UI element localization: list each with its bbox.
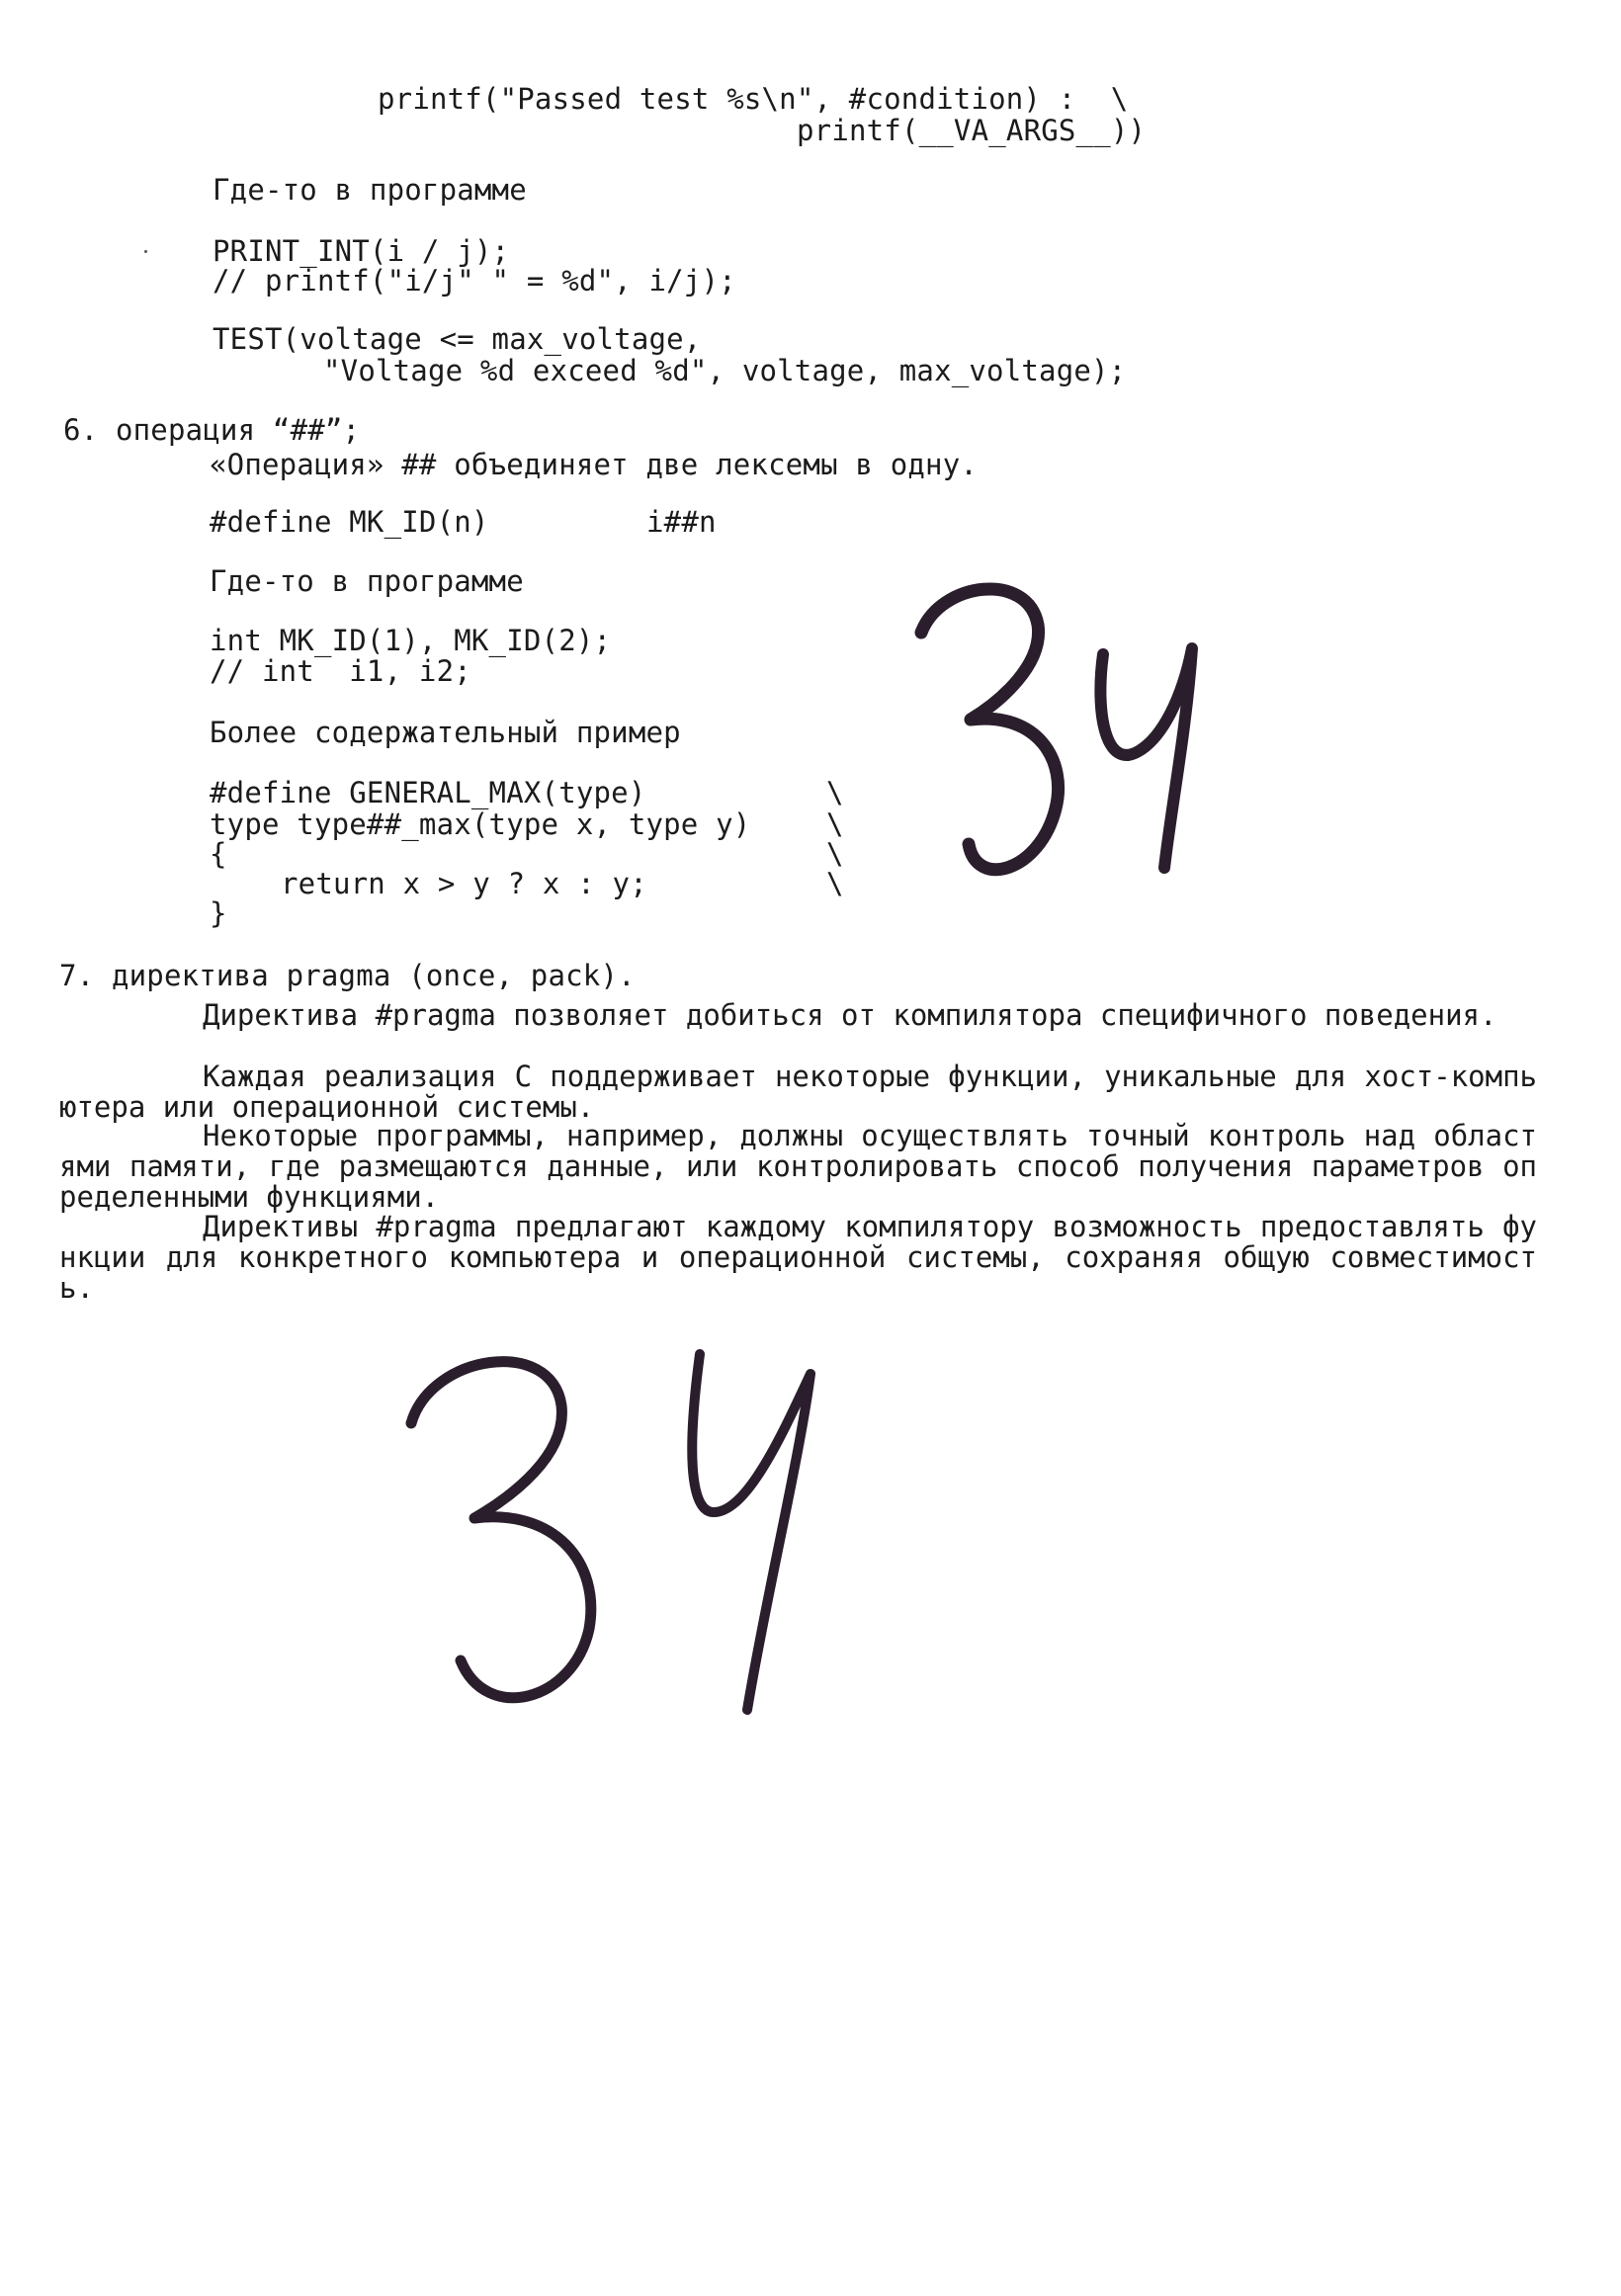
- section-7-paragraph-4: Директивы #pragma предлагают каждому компилятору возможность предоставлять функции для конкретного компьютера и операционной системы, сохраняя общую совместимость.: [59, 1210, 1537, 1305]
- code-define-mkid-body: i##n: [646, 505, 717, 539]
- code-int-comment: // int i1, i2;: [210, 654, 471, 688]
- section-7-paragraph-3: Некоторые программы, например, должны осуществлять точный контроль над областями памяти, где размещаются данные, или контролировать способ получения параметров определенными функциями.: [59, 1119, 1537, 1214]
- code-general-max-2: type type##_max(type x, type y): [210, 808, 751, 841]
- section-7-paragraph-1: Директива #pragma позволяет добиться от компилятора специфичного поведения.: [203, 998, 1497, 1032]
- code-print-int: PRINT_INT(i / j);: [213, 234, 510, 268]
- code-define-mkid: #define MK_ID(n): [210, 505, 489, 539]
- code-test-line-2: "Voltage %d exceed %d", voltage, max_voltage);: [323, 354, 1127, 387]
- handwritten-digit-three: [411, 1362, 591, 1698]
- handwritten-digit-four: [1100, 648, 1192, 868]
- handwritten-number-lower: [395, 1315, 850, 1740]
- section-7-heading: 7. директива pragma (once, pack).: [59, 959, 636, 992]
- section-6-heading: 6. операция “##”;: [63, 413, 361, 447]
- handwritten-number-upper: [890, 553, 1226, 919]
- code-general-max-5: }: [210, 896, 227, 930]
- code-backslash: \: [826, 776, 844, 809]
- code-general-max-3: {: [210, 837, 227, 871]
- code-print-int-comment: // printf("i/j" " = %d", i/j);: [213, 264, 736, 298]
- code-backslash: \: [826, 808, 844, 841]
- text-somewhere-2: Где-то в программе: [210, 564, 524, 598]
- code-printf-passed: printf("Passed test %s\n", #condition) : \: [378, 82, 1129, 116]
- scan-speck: [144, 250, 147, 253]
- handwritten-digit-four: [692, 1354, 810, 1710]
- section-7-paragraph-2: Каждая реализация С поддерживает некоторые функции, уникальные для хост-компьютера или операционной системы.: [59, 1060, 1537, 1124]
- text-better-example: Более содержательный пример: [210, 716, 681, 749]
- code-general-max-4: return x > y ? x : y;: [281, 867, 647, 900]
- code-backslash: \: [826, 837, 844, 871]
- code-test-line-1: TEST(voltage <= max_voltage,: [213, 322, 702, 356]
- code-general-max-1: #define GENERAL_MAX(type): [210, 776, 646, 809]
- text-somewhere-1: Где-то в программе: [213, 173, 527, 207]
- code-int-mkid: int MK_ID(1), MK_ID(2);: [210, 624, 612, 657]
- code-printf-va-args: printf(__VA_ARGS__)): [797, 114, 1147, 147]
- code-backslash: \: [826, 867, 844, 900]
- handwritten-digit-three: [921, 589, 1059, 870]
- section-6-description: «Операция» ## объединяет две лексемы в одну.: [210, 448, 979, 481]
